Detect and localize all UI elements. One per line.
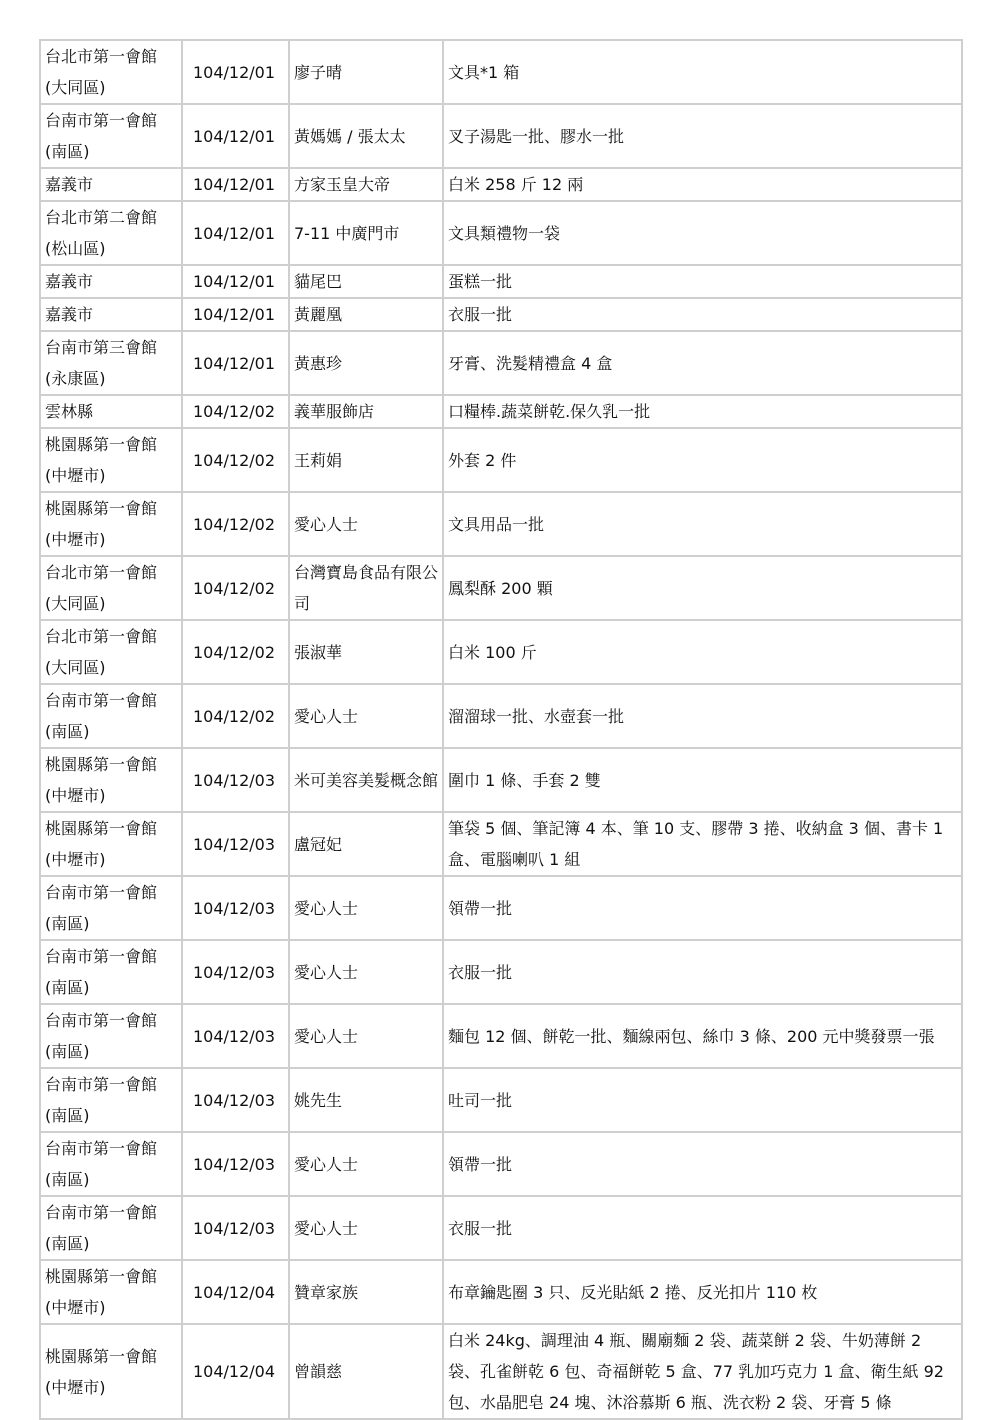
table-row <box>40 940 962 1004</box>
donor-cell: 方家玉皇大帝 <box>289 168 443 201</box>
donated-items-cell: 口糧棒.蔬菜餅乾.保久乳一批 <box>443 395 962 428</box>
donor-cell: 愛心人士 <box>289 684 443 748</box>
organization-cell: 嘉義市 <box>40 298 182 331</box>
table-row <box>40 1196 962 1260</box>
table-row <box>40 492 962 556</box>
organization-cell: 台南市第一會館(南區) <box>40 940 182 1004</box>
donated-items-cell: 外套 2 件 <box>443 428 962 492</box>
donated-items-cell: 白米 24kg、調理油 4 瓶、關廟麵 2 袋、蔬菜餅 2 袋、牛奶薄餅 2 袋、孔雀餅乾 6 包、奇福餅乾 5 盒、77 乳加巧克力 1 盒、衛生紙 92 包、水晶肥皂 24 塊、沐浴慕斯 6 瓶、洗衣粉 2 袋、牙膏 5 條 <box>443 1324 962 1419</box>
donor-cell: 廖子晴 <box>289 40 443 104</box>
date-cell: 104/12/01 <box>182 168 289 201</box>
donor-cell: 張淑華 <box>289 620 443 684</box>
date-cell: 104/12/03 <box>182 1004 289 1068</box>
table-row <box>40 1324 962 1419</box>
donor-cell: 愛心人士 <box>289 1132 443 1196</box>
donated-items-cell: 文具*1 箱 <box>443 40 962 104</box>
organization-cell: 桃園縣第一會館(中壢市) <box>40 492 182 556</box>
organization-cell: 嘉義市 <box>40 168 182 201</box>
table-row <box>40 556 962 620</box>
date-cell: 104/12/03 <box>182 748 289 812</box>
donor-cell: 王莉娟 <box>289 428 443 492</box>
organization-cell: 台南市第一會館(南區) <box>40 1068 182 1132</box>
date-cell: 104/12/02 <box>182 556 289 620</box>
organization-cell: 台南市第一會館(南區) <box>40 1004 182 1068</box>
date-cell: 104/12/03 <box>182 1132 289 1196</box>
donation-table-body <box>40 40 962 1419</box>
table-row <box>40 876 962 940</box>
date-cell: 104/12/02 <box>182 684 289 748</box>
donated-items-cell: 牙膏、洗髮精禮盒 4 盒 <box>443 331 962 395</box>
table-row <box>40 684 962 748</box>
date-cell: 104/12/02 <box>182 620 289 684</box>
donated-items-cell: 白米 100 斤 <box>443 620 962 684</box>
date-cell: 104/12/01 <box>182 265 289 298</box>
organization-cell: 桃園縣第一會館(中壢市) <box>40 812 182 876</box>
donated-items-cell: 白米 258 斤 12 兩 <box>443 168 962 201</box>
table-row <box>40 1068 962 1132</box>
donor-cell: 黃麗凰 <box>289 298 443 331</box>
donor-cell: 姚先生 <box>289 1068 443 1132</box>
date-cell: 104/12/04 <box>182 1324 289 1419</box>
date-cell: 104/12/01 <box>182 104 289 168</box>
table-row <box>40 40 962 104</box>
donor-cell: 曾韻慈 <box>289 1324 443 1419</box>
donated-items-cell: 蛋糕一批 <box>443 265 962 298</box>
donor-cell: 愛心人士 <box>289 492 443 556</box>
organization-cell: 台南市第一會館(南區) <box>40 1196 182 1260</box>
donated-items-cell: 布章鑰匙圈 3 只、反光貼紙 2 捲、反光扣片 110 枚 <box>443 1260 962 1324</box>
table-row <box>40 812 962 876</box>
donor-cell: 義華服飾店 <box>289 395 443 428</box>
date-cell: 104/12/01 <box>182 298 289 331</box>
donor-cell: 米可美容美髮概念館 <box>289 748 443 812</box>
donated-items-cell: 吐司一批 <box>443 1068 962 1132</box>
date-cell: 104/12/01 <box>182 201 289 265</box>
donated-items-cell: 衣服一批 <box>443 940 962 1004</box>
table-row <box>40 748 962 812</box>
date-cell: 104/12/02 <box>182 492 289 556</box>
donor-cell: 黃惠珍 <box>289 331 443 395</box>
donor-cell: 盧冠妃 <box>289 812 443 876</box>
organization-cell: 嘉義市 <box>40 265 182 298</box>
date-cell: 104/12/03 <box>182 1068 289 1132</box>
organization-cell: 台北市第一會館(大同區) <box>40 556 182 620</box>
donated-items-cell: 圍巾 1 條、手套 2 雙 <box>443 748 962 812</box>
donated-items-cell: 領帶一批 <box>443 876 962 940</box>
organization-cell: 桃園縣第一會館(中壢市) <box>40 428 182 492</box>
date-cell: 104/12/03 <box>182 940 289 1004</box>
donor-cell: 黃媽媽 / 張太太 <box>289 104 443 168</box>
donor-cell: 愛心人士 <box>289 940 443 1004</box>
donated-items-cell: 溜溜球一批、水壺套一批 <box>443 684 962 748</box>
date-cell: 104/12/03 <box>182 1196 289 1260</box>
table-row <box>40 331 962 395</box>
donor-cell: 愛心人士 <box>289 1004 443 1068</box>
organization-cell: 台南市第一會館(南區) <box>40 104 182 168</box>
donated-items-cell: 衣服一批 <box>443 298 962 331</box>
table-row <box>40 1260 962 1324</box>
table-row <box>40 298 962 331</box>
table-row <box>40 395 962 428</box>
date-cell: 104/12/03 <box>182 876 289 940</box>
organization-cell: 台南市第一會館(南區) <box>40 1132 182 1196</box>
donor-cell: 7-11 中廣門市 <box>289 201 443 265</box>
donated-items-cell: 衣服一批 <box>443 1196 962 1260</box>
organization-cell: 桃園縣第一會館(中壢市) <box>40 748 182 812</box>
organization-cell: 台北市第一會館(大同區) <box>40 620 182 684</box>
donated-items-cell: 文具用品一批 <box>443 492 962 556</box>
table-row <box>40 265 962 298</box>
donor-cell: 台灣寶島食品有限公司 <box>289 556 443 620</box>
table-row <box>40 620 962 684</box>
donated-items-cell: 文具類禮物一袋 <box>443 201 962 265</box>
organization-cell: 台北市第一會館(大同區) <box>40 40 182 104</box>
donated-items-cell: 筆袋 5 個、筆記簿 4 本、筆 10 支、膠帶 3 捲、收納盒 3 個、書卡 1 盒、電腦喇叭 1 組 <box>443 812 962 876</box>
donor-cell: 愛心人士 <box>289 1196 443 1260</box>
table-row <box>40 1132 962 1196</box>
donated-items-cell: 鳳梨酥 200 顆 <box>443 556 962 620</box>
date-cell: 104/12/02 <box>182 428 289 492</box>
donated-items-cell: 麵包 12 個、餅乾一批、麵線兩包、絲巾 3 條、200 元中獎發票一張 <box>443 1004 962 1068</box>
donated-items-cell: 領帶一批 <box>443 1132 962 1196</box>
date-cell: 104/12/03 <box>182 812 289 876</box>
date-cell: 104/12/01 <box>182 331 289 395</box>
date-cell: 104/12/02 <box>182 395 289 428</box>
donation-table <box>39 39 963 1420</box>
organization-cell: 台南市第一會館(南區) <box>40 684 182 748</box>
organization-cell: 台南市第一會館(南區) <box>40 876 182 940</box>
date-cell: 104/12/04 <box>182 1260 289 1324</box>
table-row <box>40 104 962 168</box>
donor-cell: 贊章家族 <box>289 1260 443 1324</box>
table-row <box>40 428 962 492</box>
date-cell: 104/12/01 <box>182 40 289 104</box>
donor-cell: 愛心人士 <box>289 876 443 940</box>
table-row <box>40 1004 962 1068</box>
donated-items-cell: 叉子湯匙一批、膠水一批 <box>443 104 962 168</box>
table-row <box>40 201 962 265</box>
donor-cell: 貓尾巴 <box>289 265 443 298</box>
organization-cell: 雲林縣 <box>40 395 182 428</box>
organization-cell: 台北市第二會館(松山區) <box>40 201 182 265</box>
organization-cell: 桃園縣第一會館(中壢市) <box>40 1324 182 1419</box>
organization-cell: 台南市第三會館(永康區) <box>40 331 182 395</box>
organization-cell: 桃園縣第一會館(中壢市) <box>40 1260 182 1324</box>
table-row <box>40 168 962 201</box>
